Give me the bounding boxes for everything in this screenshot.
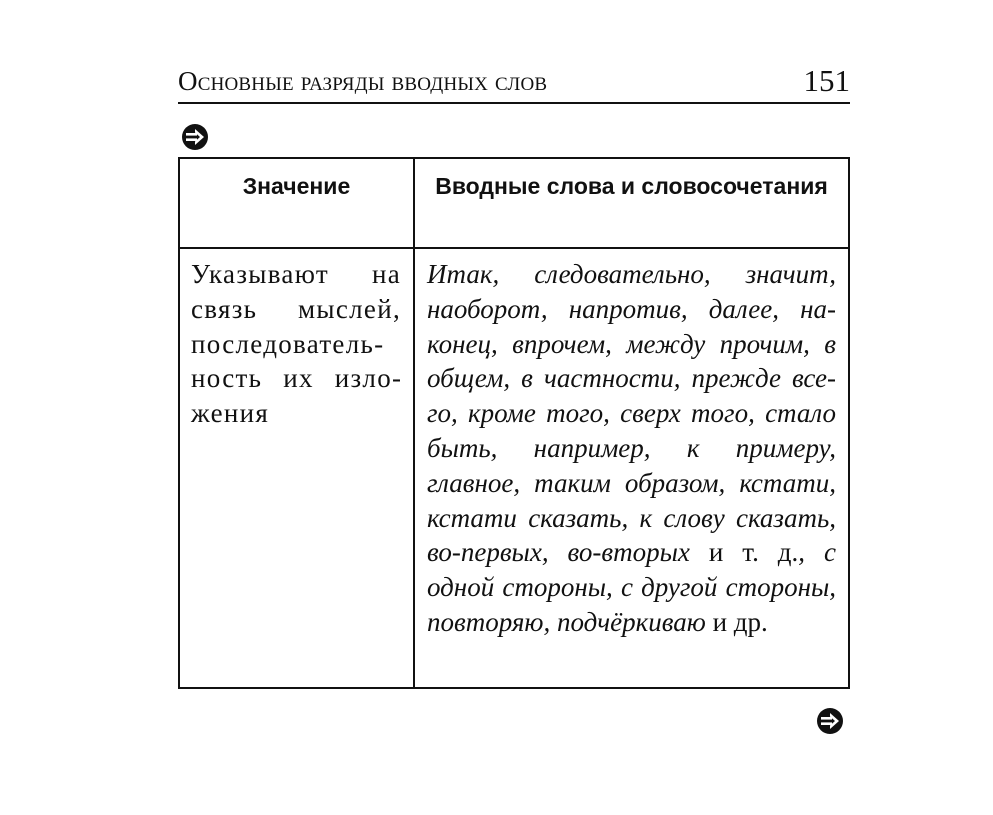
words-upright-text: и т. д.: [708, 537, 799, 568]
table-header-row: [179, 158, 849, 248]
column-header-words: Вводные слова и словосочетания: [414, 158, 849, 248]
meaning-cell: Указывают на связь мыслей, последовательность их изложения: [179, 248, 414, 688]
arrow-right-circle-icon: [815, 706, 845, 736]
words-italic-text: Итак, следовательно, значит, наоборот, напротив, далее, наконец, впрочем, между прочим, в общем, в частности, прежде всего, кроме того, сверх того, стало быть, например, к примеру, главное, таким образом, кстати, кстати сказать, к слову сказать, во-первых, во-вторых: [427, 259, 836, 568]
words-upright-text-2: и др.: [705, 606, 768, 637]
running-head: [178, 62, 850, 104]
page-number: 151: [803, 63, 850, 98]
words-italic-text-2: , с одной стороны, с другой стороны, повторяю, подчёркиваю: [427, 537, 837, 637]
content-table: [178, 157, 850, 689]
column-header-meaning: Значение: [179, 158, 414, 248]
chapter-title: Основные разряды вводных слов: [178, 66, 548, 96]
table-row: [179, 248, 849, 688]
words-cell: [414, 248, 849, 688]
arrow-right-circle-icon: [180, 122, 210, 152]
